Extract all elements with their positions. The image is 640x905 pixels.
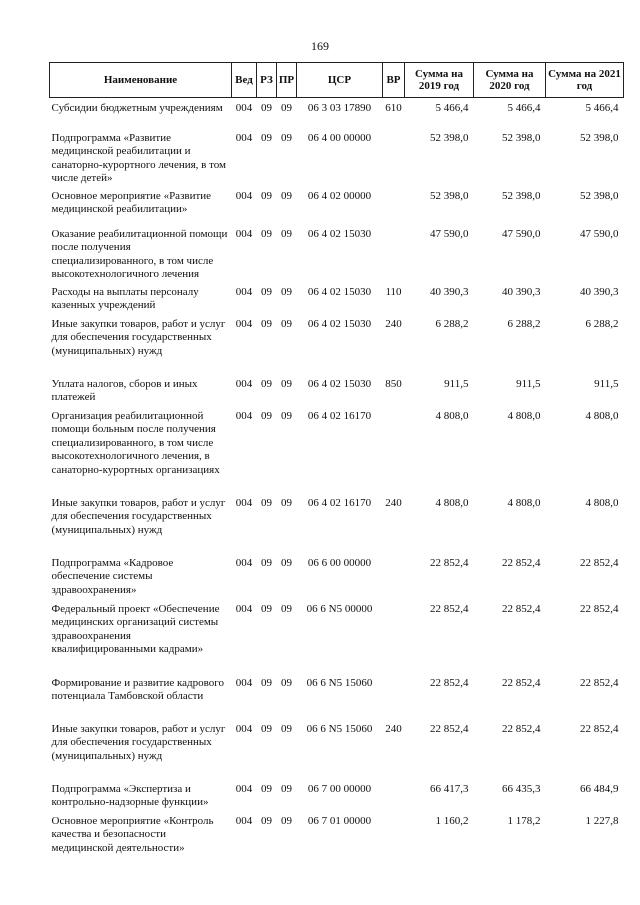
cell-s2019: 52 398,0 [430, 131, 469, 144]
cell-s2020: 40 390,3 [502, 285, 541, 298]
cell-vr: 850 [385, 377, 402, 390]
col-header-sum-2021: Сумма на 2021 год [546, 63, 624, 98]
cell-s2019: 1 160,2 [435, 814, 469, 827]
cell-s2019: 4 808,0 [435, 409, 469, 422]
cell-rz: 09 [261, 782, 272, 795]
cell-vr [383, 406, 405, 493]
cell-name: Организация реабилитационной помощи больным после получения специализированного, в том числе высокотехнологичного лечения, в санаторно-курортных организациях [51, 409, 220, 476]
cell-vr: 610 [385, 102, 402, 114]
cell-s2019: 47 590,0 [430, 227, 469, 240]
cell-s2019: 22 852,4 [430, 602, 469, 615]
cell-pr: 09 [281, 227, 292, 240]
cell-s2019: 4 808,0 [435, 496, 469, 509]
table-row [50, 811, 624, 857]
cell-csr: 06 3 03 17890 [307, 102, 372, 114]
cell-s2021: 66 484,9 [580, 782, 619, 795]
cell-s2021: 40 390,3 [580, 285, 619, 298]
cell-csr: 06 4 02 15030 [307, 285, 372, 298]
cell-s2021: 47 590,0 [580, 227, 619, 240]
cell-ved: 004 [235, 782, 253, 795]
cell-vr [383, 779, 405, 811]
cell-name: Иные закупки товаров, работ и услуг для обеспечения государственных (муниципальных) нужд [51, 496, 226, 536]
cell-rz: 09 [261, 556, 272, 569]
cell-s2021: 4 808,0 [585, 496, 619, 509]
cell-s2019: 22 852,4 [430, 722, 469, 735]
cell-s2020: 4 808,0 [507, 496, 541, 509]
cell-vr [383, 811, 405, 857]
page-number: 169 [311, 39, 329, 53]
table-row [50, 493, 624, 553]
cell-s2019: 911,5 [444, 377, 469, 390]
cell-rz: 09 [261, 102, 272, 114]
cell-csr: 06 6 N5 15060 [306, 722, 373, 735]
cell-vr: 240 [385, 317, 402, 330]
cell-s2020: 22 852,4 [502, 556, 541, 569]
cell-s2021: 4 808,0 [585, 409, 619, 422]
cell-csr: 06 7 01 00000 [307, 814, 372, 827]
cell-csr: 06 6 00 00000 [307, 556, 372, 569]
cell-s2019: 40 390,3 [430, 285, 469, 298]
cell-s2019: 6 288,2 [435, 317, 469, 330]
cell-s2020: 22 852,4 [502, 722, 541, 735]
budget-table [49, 62, 624, 857]
cell-s2019: 5 466,4 [435, 102, 469, 114]
cell-ved: 004 [235, 189, 253, 202]
cell-rz: 09 [261, 377, 272, 390]
table-row [50, 553, 624, 599]
cell-vr [383, 553, 405, 599]
cell-s2021: 22 852,4 [580, 676, 619, 689]
cell-name: Подпрограмма «Кадровое обеспечение системы здравоохранения» [51, 556, 174, 596]
cell-csr: 06 4 02 16170 [307, 409, 372, 422]
table-row [50, 314, 624, 374]
cell-vr [383, 224, 405, 282]
table-row [50, 599, 624, 673]
cell-rz: 09 [261, 227, 272, 240]
cell-vr: 240 [385, 722, 402, 735]
cell-ved: 004 [235, 285, 253, 298]
cell-csr: 06 4 02 15030 [307, 227, 372, 240]
cell-ved: 004 [235, 131, 253, 144]
cell-ved: 004 [235, 722, 253, 735]
cell-s2019: 52 398,0 [430, 189, 469, 202]
cell-s2020: 66 435,3 [502, 782, 541, 795]
cell-vr [383, 186, 405, 224]
cell-s2020: 47 590,0 [502, 227, 541, 240]
cell-rz: 09 [261, 814, 272, 827]
cell-s2020: 911,5 [516, 377, 541, 390]
cell-pr: 09 [281, 676, 292, 689]
table-row [50, 719, 624, 779]
cell-s2021: 22 852,4 [580, 556, 619, 569]
cell-ved: 004 [235, 377, 253, 390]
cell-ved: 004 [235, 496, 253, 509]
cell-rz: 09 [261, 496, 272, 509]
col-header-name: Наименование [50, 63, 232, 98]
cell-s2020: 22 852,4 [502, 676, 541, 689]
cell-rz: 09 [261, 131, 272, 144]
table-row [50, 98, 624, 128]
cell-s2020: 22 852,4 [502, 602, 541, 615]
cell-ved: 004 [235, 227, 253, 240]
cell-rz: 09 [261, 189, 272, 202]
table-row [50, 673, 624, 719]
cell-name: Иные закупки товаров, работ и услуг для обеспечения государственных (муниципальных) нужд [51, 722, 226, 762]
col-header-ved: Вед [232, 63, 257, 98]
cell-pr: 09 [281, 102, 292, 114]
cell-csr: 06 7 00 00000 [307, 782, 372, 795]
cell-name: Иные закупки товаров, работ и услуг для обеспечения государственных (муниципальных) нужд [51, 317, 226, 357]
cell-rz: 09 [261, 602, 272, 615]
cell-name: Основное мероприятие «Развитие медицинской реабилитации» [51, 189, 212, 215]
cell-s2020: 1 178,2 [507, 814, 541, 827]
cell-rz: 09 [261, 676, 272, 689]
cell-s2021: 52 398,0 [580, 189, 619, 202]
cell-vr [383, 673, 405, 719]
table-row [50, 374, 624, 406]
table-header-row [50, 63, 624, 98]
cell-pr: 09 [281, 722, 292, 735]
cell-name: Расходы на выплаты персоналу казенных учреждений [51, 285, 199, 311]
cell-s2020: 4 808,0 [507, 409, 541, 422]
cell-ved: 004 [235, 556, 253, 569]
cell-name: Субсидии бюджетным учреждениям [51, 102, 223, 114]
cell-name: Оказание реабилитационной помощи после получения специализированного, в том числе высокотехнологичного лечения [51, 227, 228, 280]
cell-name: Федеральный проект «Обеспечение медицинских организаций системы здравоохранения квалифицированными кадрами» [51, 602, 220, 655]
table-row [50, 186, 624, 224]
cell-rz: 09 [261, 722, 272, 735]
cell-s2021: 22 852,4 [580, 602, 619, 615]
cell-name: Уплата налогов, сборов и иных платежей [51, 377, 198, 403]
cell-s2020: 52 398,0 [502, 189, 541, 202]
cell-pr: 09 [281, 556, 292, 569]
cell-ved: 004 [235, 814, 253, 827]
cell-csr: 06 4 02 00000 [307, 189, 372, 202]
cell-csr: 06 6 N5 15060 [306, 676, 373, 689]
cell-vr [383, 128, 405, 186]
cell-vr: 110 [385, 285, 402, 298]
cell-pr: 09 [281, 814, 292, 827]
table-row [50, 406, 624, 493]
cell-pr: 09 [281, 602, 292, 615]
cell-s2020: 52 398,0 [502, 131, 541, 144]
cell-name: Основное мероприятие «Контроль качества и безопасности медицинской деятельности» [51, 814, 214, 854]
col-header-sum-2020: Сумма на 2020 год [474, 63, 546, 98]
cell-pr: 09 [281, 782, 292, 795]
cell-vr [383, 599, 405, 673]
cell-rz: 09 [261, 409, 272, 422]
cell-s2021: 911,5 [594, 377, 619, 390]
cell-pr: 09 [281, 317, 292, 330]
col-header-rz: РЗ [257, 63, 277, 98]
cell-pr: 09 [281, 377, 292, 390]
cell-s2020: 6 288,2 [507, 317, 541, 330]
cell-ved: 004 [235, 409, 253, 422]
cell-csr: 06 4 02 16170 [307, 496, 372, 509]
col-header-vr: ВР [383, 63, 405, 98]
table-row [50, 224, 624, 282]
cell-name: Формирование и развитие кадрового потенциала Тамбовской области [51, 676, 224, 702]
cell-csr: 06 4 02 15030 [307, 377, 372, 390]
cell-s2019: 22 852,4 [430, 556, 469, 569]
cell-pr: 09 [281, 189, 292, 202]
cell-ved: 004 [235, 602, 253, 615]
cell-s2019: 22 852,4 [430, 676, 469, 689]
table-row [50, 282, 624, 314]
cell-ved: 004 [235, 102, 253, 114]
cell-csr: 06 6 N5 00000 [306, 602, 373, 615]
cell-ved: 004 [235, 317, 253, 330]
table-row [50, 128, 624, 186]
cell-s2021: 6 288,2 [585, 317, 619, 330]
cell-csr: 06 4 00 00000 [307, 131, 372, 144]
col-header-sum-2019: Сумма на 2019 год [405, 63, 474, 98]
cell-pr: 09 [281, 409, 292, 422]
col-header-pr: ПР [277, 63, 297, 98]
cell-csr: 06 4 02 15030 [307, 317, 372, 330]
cell-ved: 004 [235, 676, 253, 689]
cell-s2021: 52 398,0 [580, 131, 619, 144]
cell-vr: 240 [385, 496, 402, 509]
cell-s2019: 66 417,3 [430, 782, 469, 795]
cell-s2021: 5 466,4 [585, 102, 619, 114]
cell-s2021: 1 227,8 [585, 814, 619, 827]
table-row [50, 779, 624, 811]
cell-name: Подпрограмма «Развитие медицинской реабилитации и санаторно-курортного лечения, в том числе детей» [51, 131, 227, 184]
cell-name: Подпрограмма «Экспертиза и контрольно-надзорные функции» [51, 782, 209, 808]
cell-rz: 09 [261, 317, 272, 330]
cell-rz: 09 [261, 285, 272, 298]
cell-pr: 09 [281, 285, 292, 298]
cell-pr: 09 [281, 496, 292, 509]
cell-s2020: 5 466,4 [507, 102, 541, 114]
col-header-csr: ЦСР [297, 63, 383, 98]
cell-pr: 09 [281, 131, 292, 144]
cell-s2021: 22 852,4 [580, 722, 619, 735]
